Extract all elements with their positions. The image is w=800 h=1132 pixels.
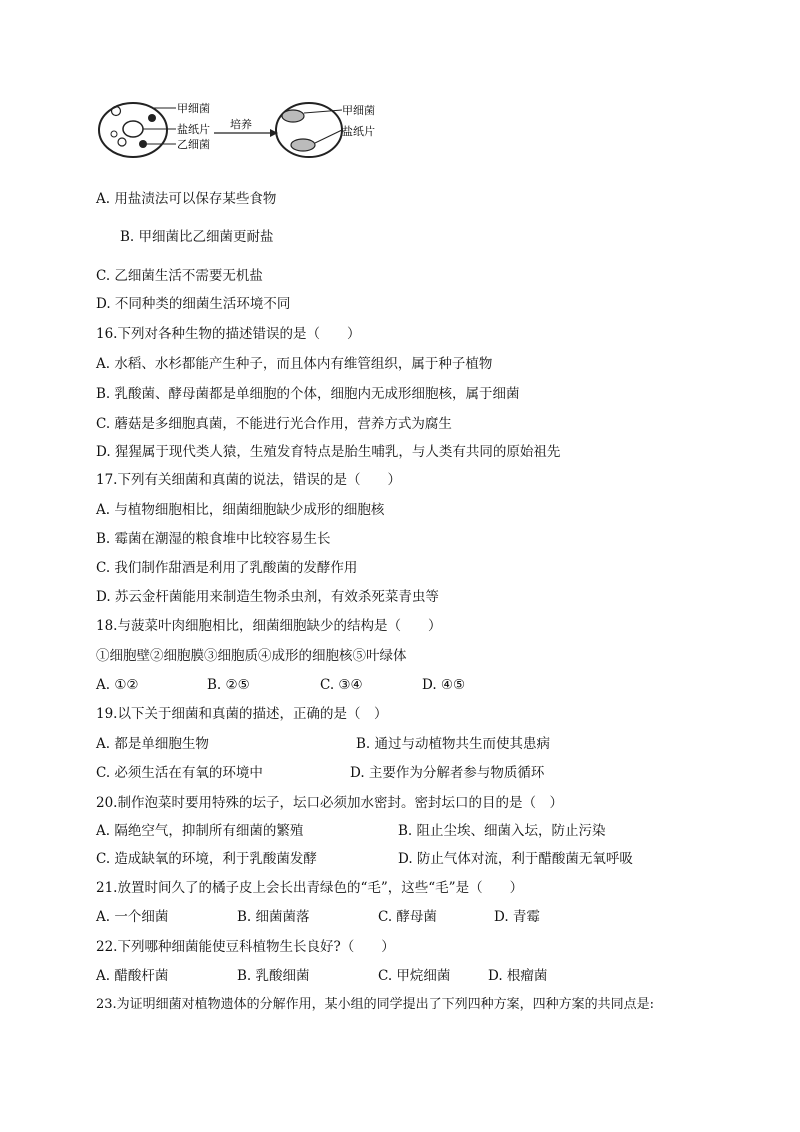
left-salt-paper <box>123 121 143 137</box>
colony-b-dark <box>139 140 147 148</box>
q20-option-b: B. 阻止尘埃、细菌入坛，防止污染 <box>398 823 606 839</box>
q18-option-d: D. ④⑤ <box>422 677 466 693</box>
q20-option-c: C. 造成缺氧的环境，利于乳酸菌发酵 <box>96 851 317 867</box>
q16-option-c: C. 蘑菇是多细胞真菌，不能进行光合作用，营养方式为腐生 <box>96 416 452 432</box>
q19-option-c: C. 必须生活在有氧的环境中 <box>96 765 263 781</box>
q18-option-c: C. ③④ <box>320 677 363 693</box>
q21-option-a: A. 一个细菌 <box>96 909 169 925</box>
left-label-1: 甲细菌 <box>177 102 210 115</box>
q17-option-d: D. 苏云金杆菌能用来制造生物杀虫剂，有效杀死菜青虫等 <box>96 589 439 605</box>
q21-stem: 21.放置时间久了的橘子皮上会长出青绿色的“毛”，这些“毛”是（ ） <box>96 880 524 896</box>
q22-stem: 22.下列哪种细菌能使豆科植物生长良好?（ ） <box>96 939 395 955</box>
q16-option-a: A. 水稻、水杉都能产生种子，而且体内有维管组织，属于种子植物 <box>96 356 493 372</box>
q17-option-b: B. 霉菌在潮湿的粮食堆中比较容易生长 <box>96 531 331 547</box>
arrow-label: 培养 <box>230 118 252 131</box>
colony-b-dark <box>148 114 156 122</box>
q17-stem: 17.下列有关细菌和真菌的说法，错误的是（ ） <box>96 472 401 488</box>
q20-option-a: A. 隔绝空气，抑制所有细菌的繁殖 <box>96 823 304 839</box>
colony-a-small <box>118 138 126 146</box>
q20-option-d: D. 防止气体对流，利于醋酸菌无氧呼吸 <box>398 851 633 867</box>
right-salt-paper <box>291 139 315 151</box>
q21-option-d: D. 青霉 <box>494 909 540 925</box>
q15-option-a: A. 用盐渍法可以保存某些食物 <box>96 191 277 207</box>
right-label-2: 盐纸片 <box>342 125 375 138</box>
q19-option-d: D. 主要作为分解者参与物质循环 <box>350 765 545 781</box>
q18-list: ①细胞壁②细胞膜③细胞质④成形的细胞核⑤叶绿体 <box>96 648 407 664</box>
q16-option-d: D. 猩猩属于现代类人猿，生殖发育特点是胎生哺乳，与人类有共同的原始祖先 <box>96 444 561 460</box>
q17-option-c: C. 我们制作甜酒是利用了乳酸菌的发酵作用 <box>96 560 358 576</box>
q16-stem: 16.下列对各种生物的描述错误的是（ ） <box>96 326 361 342</box>
q18-option-a: A. ①② <box>96 677 139 693</box>
q19-option-b: B. 通过与动植物共生而使其患病 <box>356 736 551 752</box>
q21-option-b: B. 细菌菌落 <box>237 909 310 925</box>
q17-option-a: A. 与植物细胞相比，细菌细胞缺少成形的细胞核 <box>96 502 385 518</box>
q15-option-c: C. 乙细菌生活不需要无机盐 <box>96 268 263 284</box>
left-label-2: 盐纸片 <box>177 123 210 136</box>
q15-option-b: B. 甲细菌比乙细菌更耐盐 <box>120 229 274 245</box>
q20-stem: 20.制作泡菜时要用特殊的坛子，坛口必须加水密封。密封坛口的目的是（ ） <box>96 795 563 811</box>
q21-option-c: C. 酵母菌 <box>378 909 437 925</box>
left-label-3: 乙细菌 <box>177 138 210 151</box>
q16-option-b: B. 乳酸菌、酵母菌都是单细胞的个体，细胞内无成形细胞核，属于细菌 <box>96 386 520 402</box>
q22-option-c: C. 甲烷细菌 <box>378 968 451 984</box>
q18-option-b: B. ②⑤ <box>207 677 250 693</box>
left-petri-dish <box>99 103 167 157</box>
right-label-1: 甲细菌 <box>342 104 375 117</box>
q22-option-d: D. 根瘤菌 <box>488 968 548 984</box>
right-colony-a <box>282 110 304 122</box>
q23-stem: 23.为证明细菌对植物遗体的分解作用，某小组的同学提出了下列四种方案，四种方案的共同点是: <box>96 997 655 1012</box>
q19-stem: 19.以下关于细菌和真菌的描述，正确的是（ ） <box>96 706 388 722</box>
colony-a-small <box>112 107 121 116</box>
colony-a-small <box>111 131 117 137</box>
q22-option-b: B. 乳酸细菌 <box>237 968 310 984</box>
q22-option-a: A. 醋酸杆菌 <box>96 968 169 984</box>
q15-option-d: D. 不同种类的细菌生活环境不同 <box>96 296 291 312</box>
q18-stem: 18.与菠菜叶肉细胞相比，细菌细胞缺少的结构是（ ） <box>96 618 442 634</box>
petri-dish-diagram <box>96 96 396 166</box>
experiment-figure <box>96 96 396 166</box>
q19-option-a: A. 都是单细胞生物 <box>96 736 209 752</box>
